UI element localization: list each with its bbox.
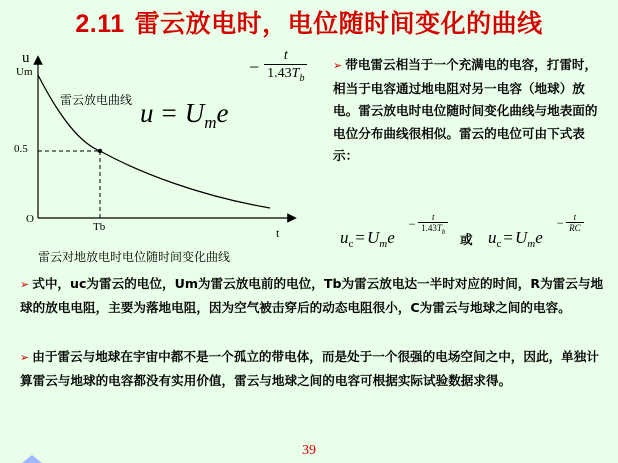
section-number: 2.11	[75, 10, 125, 38]
page-number: 39	[302, 443, 316, 458]
potential-formulas	[340, 212, 610, 252]
tb-label: Tb	[93, 221, 106, 233]
half-point	[98, 149, 102, 153]
bullet-arrow-icon: ➢	[20, 278, 30, 291]
x-axis-label: t	[276, 226, 280, 240]
um-label: Um	[16, 66, 33, 78]
corner-triangle-icon	[22, 455, 42, 463]
formula-1: $u_c = U_me$ − $\frac{t}{1.43T_b}$	[340, 228, 395, 250]
curve-label: 雷云放电曲线	[60, 93, 133, 107]
origin-label: O	[26, 213, 34, 225]
formula-2: $u_c = U_me$ − $\frac{t}{RC}$	[488, 228, 543, 250]
main-formula: u = Ume − $\frac{t}{1.43T_b}$	[140, 98, 229, 133]
y-axis-label: u	[22, 50, 30, 66]
title-text: 雷云放电时，电位随时间变化的曲线	[134, 9, 543, 38]
or-word: 或	[460, 232, 473, 247]
slide-title	[0, 4, 618, 40]
explanation-paragraph-2: ➢ 由于雷云与地球在宇宙中都不是一个孤立的带电体，而是处于一个很强的电场空间之中，因此，单独计算雷云与地球的电容都没有实用价值，雷云与地球之间的电容可根据实际试验数据求得。	[20, 349, 599, 388]
main-formula-exponent: − $\frac{t}{1.43T_b}$	[248, 48, 307, 88]
bullet-arrow-icon: ➢	[333, 59, 343, 72]
half-label: 0.5	[14, 143, 28, 155]
figure-caption: 雷云对地放电时电位随时间变化曲线	[38, 250, 231, 264]
explanation-paragraph-1: ➢ 式中，uc为雷云的电位，Um为雷云放电前的电位，Tb为雷云放电达一半时对应的时间，R为雷云与地球的放电电阻，主要为落地电阻，因为空气被击穿后的动态电阻很小，C为雷云与地球之间的电容。	[20, 276, 604, 315]
bullet-arrow-icon: ➢	[20, 351, 30, 364]
right-paragraph: ➢ 带电雷云相当于一个充满电的电容，打雷时，相当于电容通过地电阻对另一电容（地球）放电。雷云放电时电位随时间变化曲线与地表面的电位分布曲线很相似。雷云的电位可由下式表示：	[333, 57, 598, 163]
